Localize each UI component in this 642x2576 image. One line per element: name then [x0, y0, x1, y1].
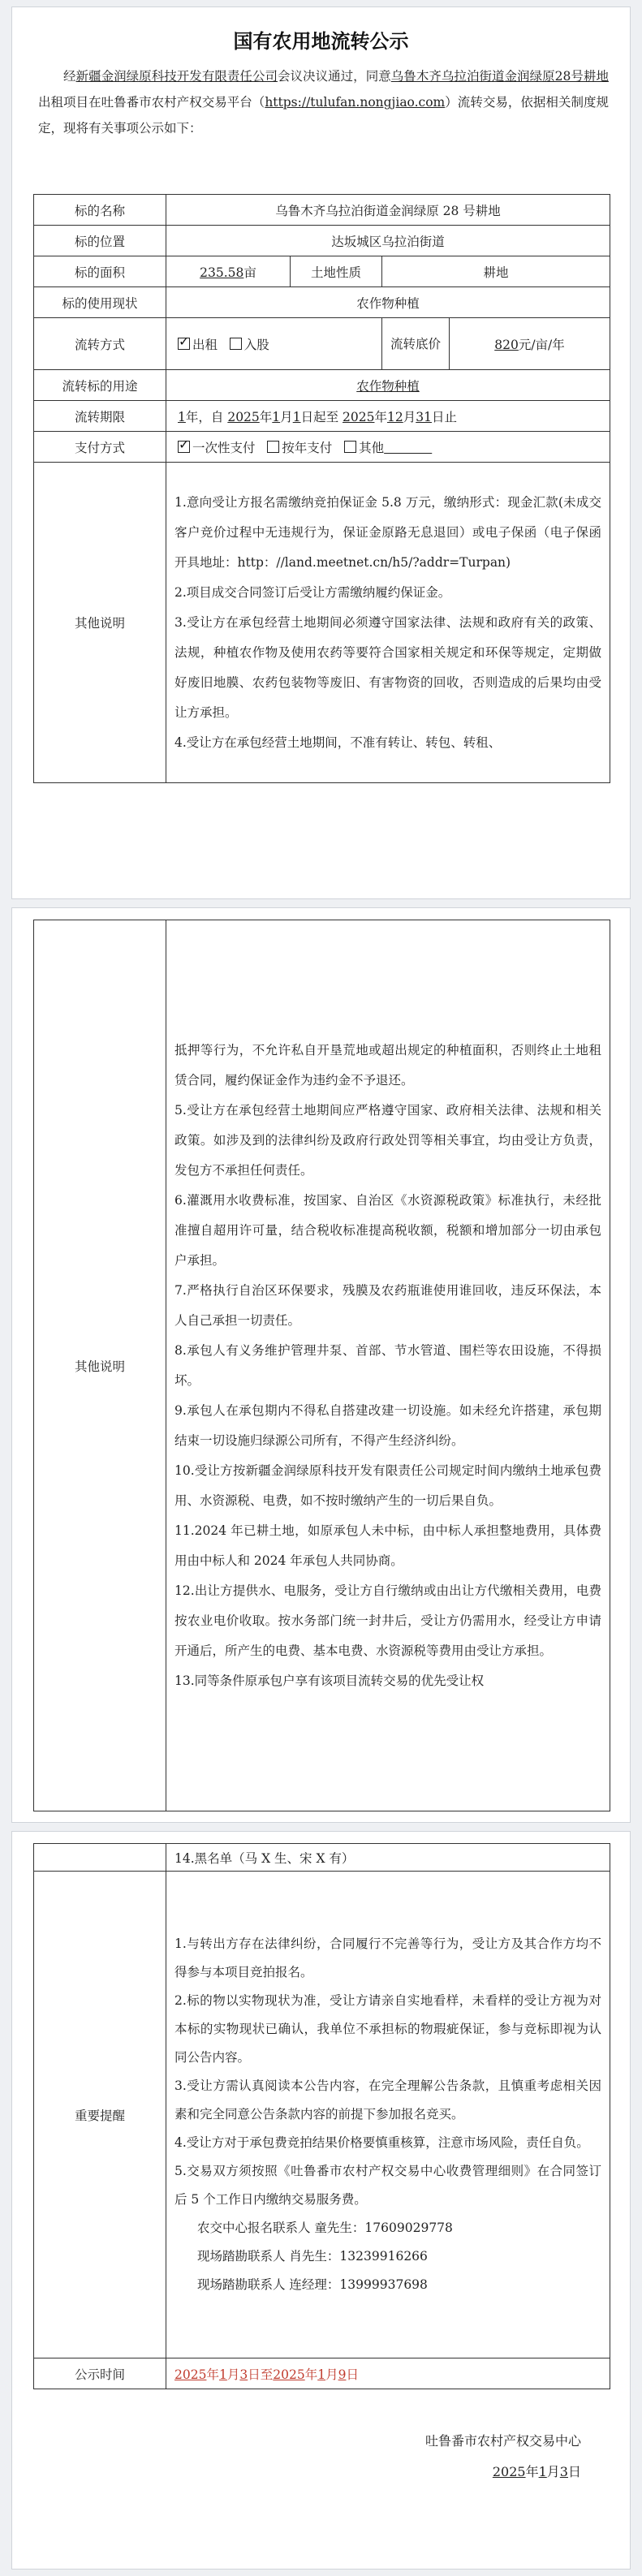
payment-options	[166, 432, 610, 463]
label-period: 流转期限	[34, 401, 166, 432]
period-start-year: 2025	[227, 409, 260, 424]
value-notice-time	[166, 2358, 610, 2389]
important-notes	[166, 1872, 610, 2358]
page-2	[11, 907, 631, 1823]
company-name: 新疆金润绿原科技开发有限责任公司	[75, 69, 278, 84]
value-purpose	[166, 370, 610, 401]
intro-text: 出租项目在吐鲁番市农村产权交易平台（	[38, 95, 265, 110]
land-location: 乌鲁木齐乌拉泊街道金润绿原28号耕地	[390, 69, 609, 84]
pay-option-once: 一次性支付	[192, 440, 256, 455]
reminder-table	[33, 1843, 610, 2389]
issue-month: 1	[538, 2464, 547, 2479]
pay-option-other: 其他	[359, 440, 385, 455]
reminder-item: 1.与转出方存在法律纠纷，合同履行不完善等行为，受让方及其合作方均不得参与本项目竞拍报名。	[175, 1936, 601, 1979]
notice-text: 月	[226, 2367, 240, 2382]
label-important: 重要提醒	[34, 1872, 166, 2358]
label-purpose: 流转标的用途	[34, 370, 166, 401]
label-base-price: 流转底价	[382, 318, 450, 370]
issue-text: 年	[525, 2464, 539, 2479]
method-option-shares: 入股	[243, 337, 269, 352]
value-period	[166, 401, 610, 432]
intro-text: ）流转交易，依据相关制度规定，现将有关事项公示如下：	[38, 95, 609, 136]
period-text: 月	[403, 409, 416, 424]
notice-start-day: 3	[239, 2367, 248, 2382]
contact-line: 农交中心报名联系人 童先生：17609029778	[197, 2221, 453, 2235]
document-title: 国有农用地流转公示	[233, 29, 409, 53]
period-end-day: 31	[416, 409, 432, 424]
page-3	[11, 1831, 631, 2570]
value-base-price	[450, 318, 610, 370]
notice-start-month: 1	[218, 2367, 227, 2382]
period-text: 日止	[431, 409, 457, 424]
notes-table	[33, 920, 610, 1811]
value-land-type: 耕地	[382, 256, 610, 287]
label-usage-now: 标的使用现状	[34, 287, 166, 318]
intro-paragraph	[38, 63, 609, 141]
note-item: 12.出让方提供水、电服务，受让方自行缴纳或由出让方代缴相关费用，电费按农业电价收取。按水务部门统一封井后，受让方仍需用水，经受让方申请开通后，所产生的电费、基本电费、水资源税等费用由受让方承担。	[175, 1583, 601, 1658]
notice-text: 年	[304, 2367, 318, 2382]
checkbox-rent[interactable]	[178, 338, 190, 350]
note-item: 11.2024 年已耕土地，如原承包人未中标，由中标人承担整地费用，具体费用由中标人和 2024 年承包人共同协商。	[175, 1523, 601, 1568]
checkbox-shares[interactable]	[230, 338, 242, 350]
notice-start-year: 2025	[175, 2367, 207, 2382]
notice-end-month: 1	[317, 2367, 326, 2382]
checkbox-pay-once[interactable]	[178, 441, 190, 453]
note-item: 6.灌溉用水收费标准，按国家、自治区《水资源税政策》标准执行，未经批准擅自超用许可量，结合税收标准提高税收额，税额和增加部分一切由承包户承担。	[175, 1192, 601, 1268]
area-unit: 亩	[243, 265, 256, 280]
label-other-2: 其他说明	[34, 920, 166, 1811]
issue-day: 3	[559, 2464, 568, 2479]
other-notes-part2	[166, 920, 610, 1811]
reminder-item: 5.交易双方须按照《吐鲁番市农村产权交易中心收费管理细则》在合同签订后 5 个工作日内缴纳交易服务费。	[175, 2164, 601, 2207]
label-position: 标的位置	[34, 226, 166, 256]
other-notes-part1	[166, 463, 610, 783]
contact-line: 现场踏勘联系人 连经理：13999937698	[197, 2277, 428, 2292]
area-number: 235.58	[200, 265, 244, 280]
notice-text: 日至	[248, 2367, 274, 2382]
reminder-item: 3.受让方需认真阅读本公告内容，在完全理解公告条款，且慎重考虑相关因素和完全同意公告条款内容的前提下参加报名竞买。	[175, 2078, 601, 2122]
pay-other-blank	[384, 441, 432, 455]
page-1	[11, 6, 631, 899]
period-text: 年	[374, 409, 387, 424]
label-area: 标的面积	[34, 256, 166, 287]
notice-end-day: 9	[338, 2367, 347, 2382]
checkbox-pay-yearly[interactable]	[267, 441, 279, 453]
issue-text: 月	[546, 2464, 560, 2479]
base-price-unit: 元/亩/年	[518, 337, 565, 352]
issue-date	[425, 2457, 581, 2488]
period-start-month: 1	[272, 409, 281, 424]
note-item: 10.受让方按新疆金润绿原科技开发有限责任公司规定时间内缴纳土地承包费用、水资源税、电费，如不按时缴纳产生的一切后果自负。	[175, 1462, 601, 1508]
value-position: 达坂城区乌拉泊街道	[166, 226, 610, 256]
purpose-text: 农作物种植	[356, 378, 420, 394]
method-options	[166, 318, 382, 370]
reminder-item: 2.标的物以实物现状为准，受让方请亲自实地看样，未看样的受让方视为对本标的实物现状已确认，我单位不承担标的物瑕疵保证，参与竞标即视为认同公告内容。	[175, 1993, 601, 2065]
label-method: 流转方式	[34, 318, 166, 370]
period-end-month: 12	[386, 409, 403, 424]
value-area	[166, 256, 291, 287]
intro-text: 会议决议通过，同意	[278, 69, 391, 84]
label-land-type: 土地性质	[291, 256, 382, 287]
checkbox-pay-other[interactable]	[344, 441, 356, 453]
issue-text: 日	[567, 2464, 581, 2479]
note-item: 8.承包人有义务维护管理井泵、首部、节水管道、围栏等农田设施，不得损坏。	[175, 1342, 601, 1388]
intro-text: 经	[63, 69, 76, 84]
blacklist-label-cell	[34, 1844, 166, 1872]
blacklist: 14.黑名单（马 X 生、宋 X 有）	[166, 1844, 610, 1872]
value-usage-now: 农作物种植	[166, 287, 610, 318]
note-item: 13.同等条件原承包户享有该项目流转交易的优先受让权	[175, 1673, 485, 1688]
base-price-number: 820	[494, 337, 519, 352]
value-name: 乌鲁木齐乌拉泊街道金润绿原 28 号耕地	[166, 195, 610, 226]
period-end-year: 2025	[343, 409, 375, 424]
period-start-day: 1	[292, 409, 301, 424]
note-item: 4.受让方在承包经营土地期间，不准有转让、转包、转租、	[175, 734, 502, 750]
note-item: 1.意向受让方报名需缴纳竞拍保证金 5.8 万元，缴纳形式：现金汇款(未成交客户竞价过程中无违规行为，保证金原路无息退回）或电子保函（电子保函开具地址：http：//land.meetnet.cn/h5/?addr=Turpan)	[175, 494, 601, 570]
period-years: 1	[178, 409, 186, 424]
period-text: 年	[259, 409, 273, 424]
info-table	[33, 194, 610, 783]
period-text: 年，自	[185, 409, 224, 424]
reminder-item: 4.受让方对于承包费竞拍结果价格要慎重核算，注意市场风险，责任自负。	[175, 2135, 589, 2150]
pay-option-yearly: 按年支付	[282, 440, 333, 455]
period-text: 月	[280, 409, 293, 424]
notice-text: 月	[325, 2367, 338, 2382]
label-payment: 支付方式	[34, 432, 166, 463]
label-notice-time: 公示时间	[34, 2358, 166, 2389]
note-item: 5.受让方在承包经营土地期间应严格遵守国家、政府相关法律、法规和相关政策。如涉及到的法律纠纷及政府行政处罚等相关事宜，均由受让方负责，发包方不承担任何责任。	[175, 1102, 601, 1178]
platform-url[interactable]: https://tulufan.nongjiao.com	[265, 95, 446, 110]
method-option-rent: 出租	[192, 337, 218, 352]
note-item: 3.受让方在承包经营土地期间必须遵守国家法律、法规和政府有关的政策、法规，种植农作物及使用农药等要符合国家相关规定和环保等规定，定期做好废旧地膜、农药包装物等废旧、有害物资的回收，否则造成的后果均由受让方承担。	[175, 614, 601, 720]
notice-end-year: 2025	[273, 2367, 305, 2382]
notice-text: 日	[346, 2367, 359, 2382]
period-text: 日起至	[300, 409, 339, 424]
label-name: 标的名称	[34, 195, 166, 226]
contact-line: 现场踏勘联系人 肖先生：13239916266	[197, 2249, 428, 2264]
label-other-1: 其他说明	[34, 463, 166, 783]
note-item: 2.项目成交合同签订后受让方需缴纳履约保证金。	[175, 584, 451, 600]
footer	[425, 2426, 581, 2488]
note-item: 7.严格执行自治区环保要求，残膜及农药瓶谁使用谁回收，违反环保法，本人自己承担一切责任。	[175, 1282, 601, 1328]
note-item: 抵押等行为，不允许私自开垦荒地或超出规定的种植面积，否则终止土地租赁合同，履约保证金作为违约金不予退还。	[175, 1042, 601, 1088]
notice-text: 年	[206, 2367, 219, 2382]
issuer-org: 吐鲁番市农村产权交易中心	[424, 2433, 581, 2449]
issue-year: 2025	[492, 2464, 526, 2479]
note-item: 9.承包人在承包期内不得私自搭建改建一切设施。如未经允许搭建，承包期结束一切设施归绿源公司所有，不得产生经济纠纷。	[175, 1402, 601, 1448]
